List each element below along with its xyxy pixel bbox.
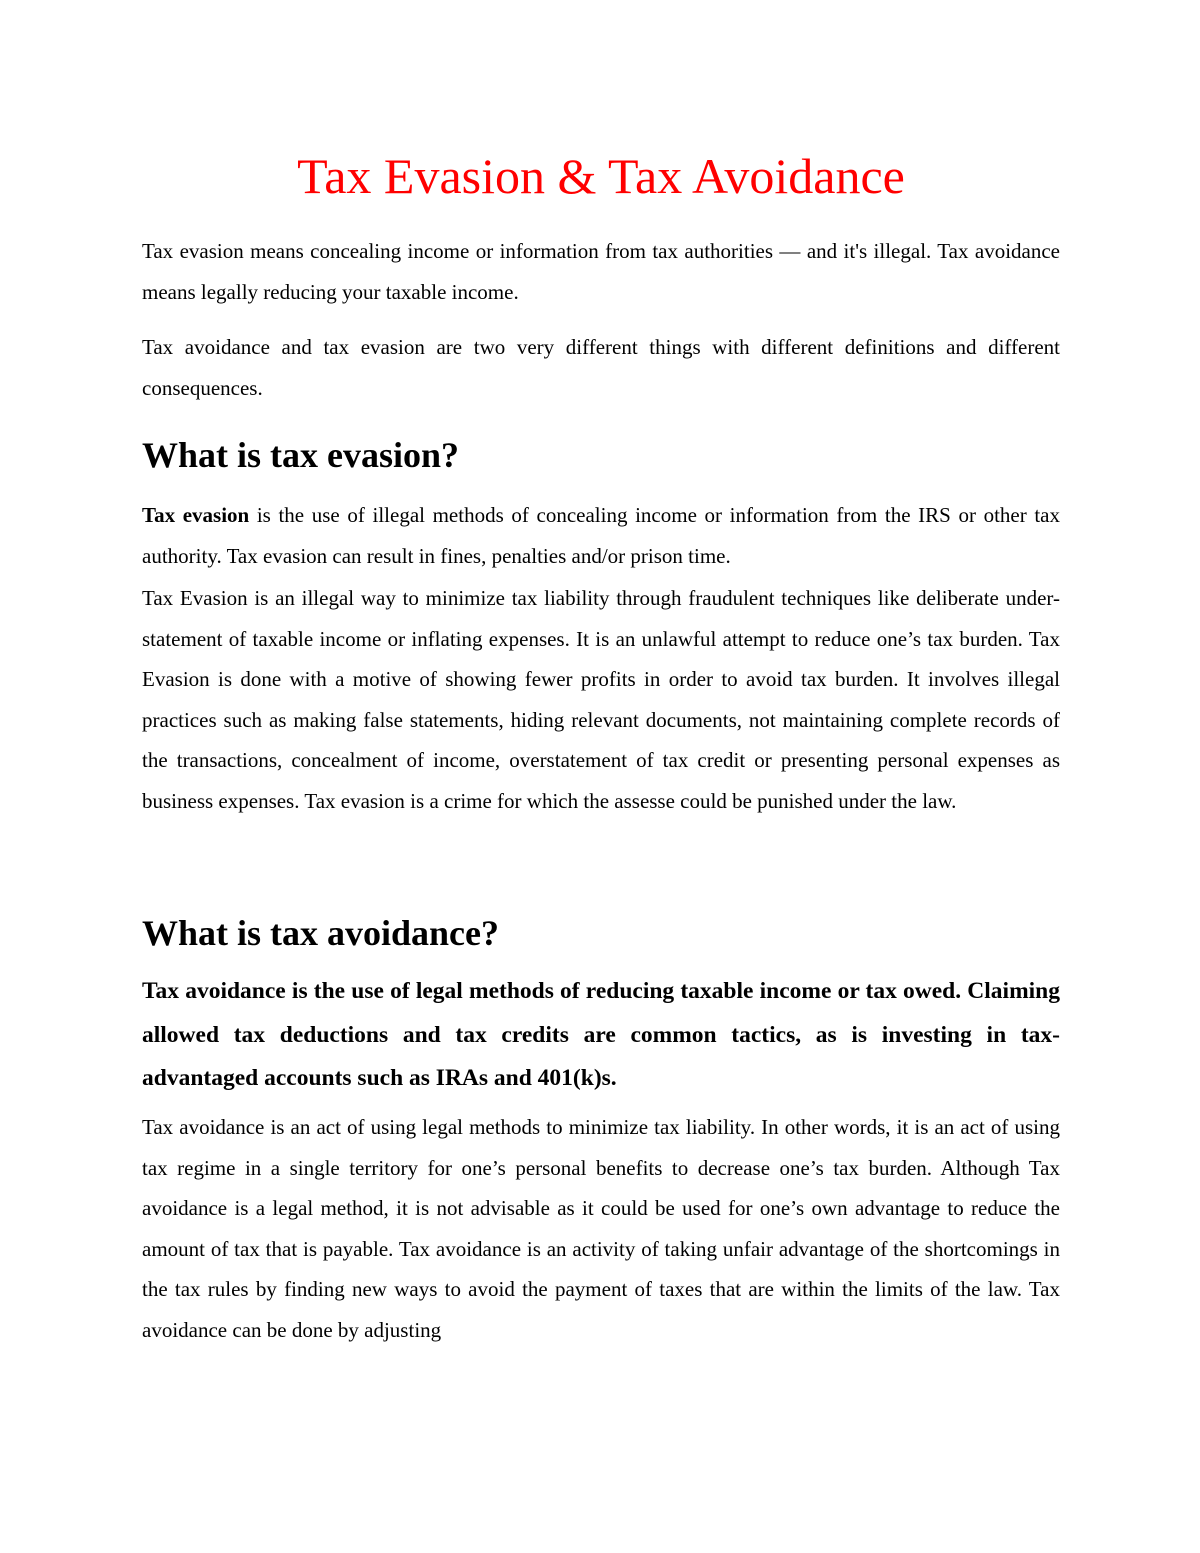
document-title: Tax Evasion & Tax Avoidance xyxy=(297,148,905,204)
avoidance-definition-paragraph xyxy=(142,970,1060,1101)
section-heading-tax-avoidance: What is tax avoidance? xyxy=(142,913,500,953)
intro-paragraph-2: Tax avoidance and tax evasion are two very different things with different definitions and different consequences. xyxy=(142,335,1060,400)
evasion-detail-paragraph: Tax Evasion is an illegal way to minimize tax liability through fraudulent techniques like deliberate under-statement of taxable income or inflating expenses. It is an unlawful attempt to reduce one’s tax burden. Tax Evasion is done with a motive of showing fewer profits in order to avoid tax burden. It involves illegal practices such as making false statements, hiding relevant documents, not maintaining complete records of the transactions, concealment of income, overstatement of tax credit or presenting personal expenses as business expenses. Tax evasion is a crime for which the assesse could be punished under the law. xyxy=(142,586,1060,813)
avoidance-definition-text: is the use of legal methods of reducing taxable income or tax owed. Claiming allowed tax deductions and tax credits are common tactics, as is investing in tax-advantaged accounts such as IRAs and 401(k)s. xyxy=(142,978,1061,1091)
evasion-definition-paragraph xyxy=(142,495,1060,576)
avoidance-definition-term: Tax avoidance xyxy=(142,978,286,1004)
section-heading-tax-evasion: What is tax evasion? xyxy=(142,435,460,475)
avoidance-detail-paragraph: Tax avoidance is an act of using legal methods to minimize tax liability. In other words, it is an act of using tax regime in a single territory for one’s personal benefits to decrease one’s tax burden. Although Tax avoidance is a legal method, it is not advisable as it could be used for one’s own advantage to reduce the amount of tax that is payable. Tax avoidance is an activity of taking unfair advantage of the shortcomings in the tax rules by finding new ways to avoid the payment of taxes that are within the limits of the law. Tax avoidance can be done by adjusting xyxy=(142,1115,1060,1342)
evasion-definition-term: Tax evasion xyxy=(142,503,250,527)
evasion-definition-text: is the use of illegal methods of concealing income or information from the IRS or other tax authority. Tax evasion can result in fines, penalties and/or prison time. xyxy=(142,503,1060,568)
intro-paragraph-1: Tax evasion means concealing income or information from tax authorities — and it's illegal. Tax avoidance means legally reducing your taxable income. xyxy=(142,239,1060,304)
